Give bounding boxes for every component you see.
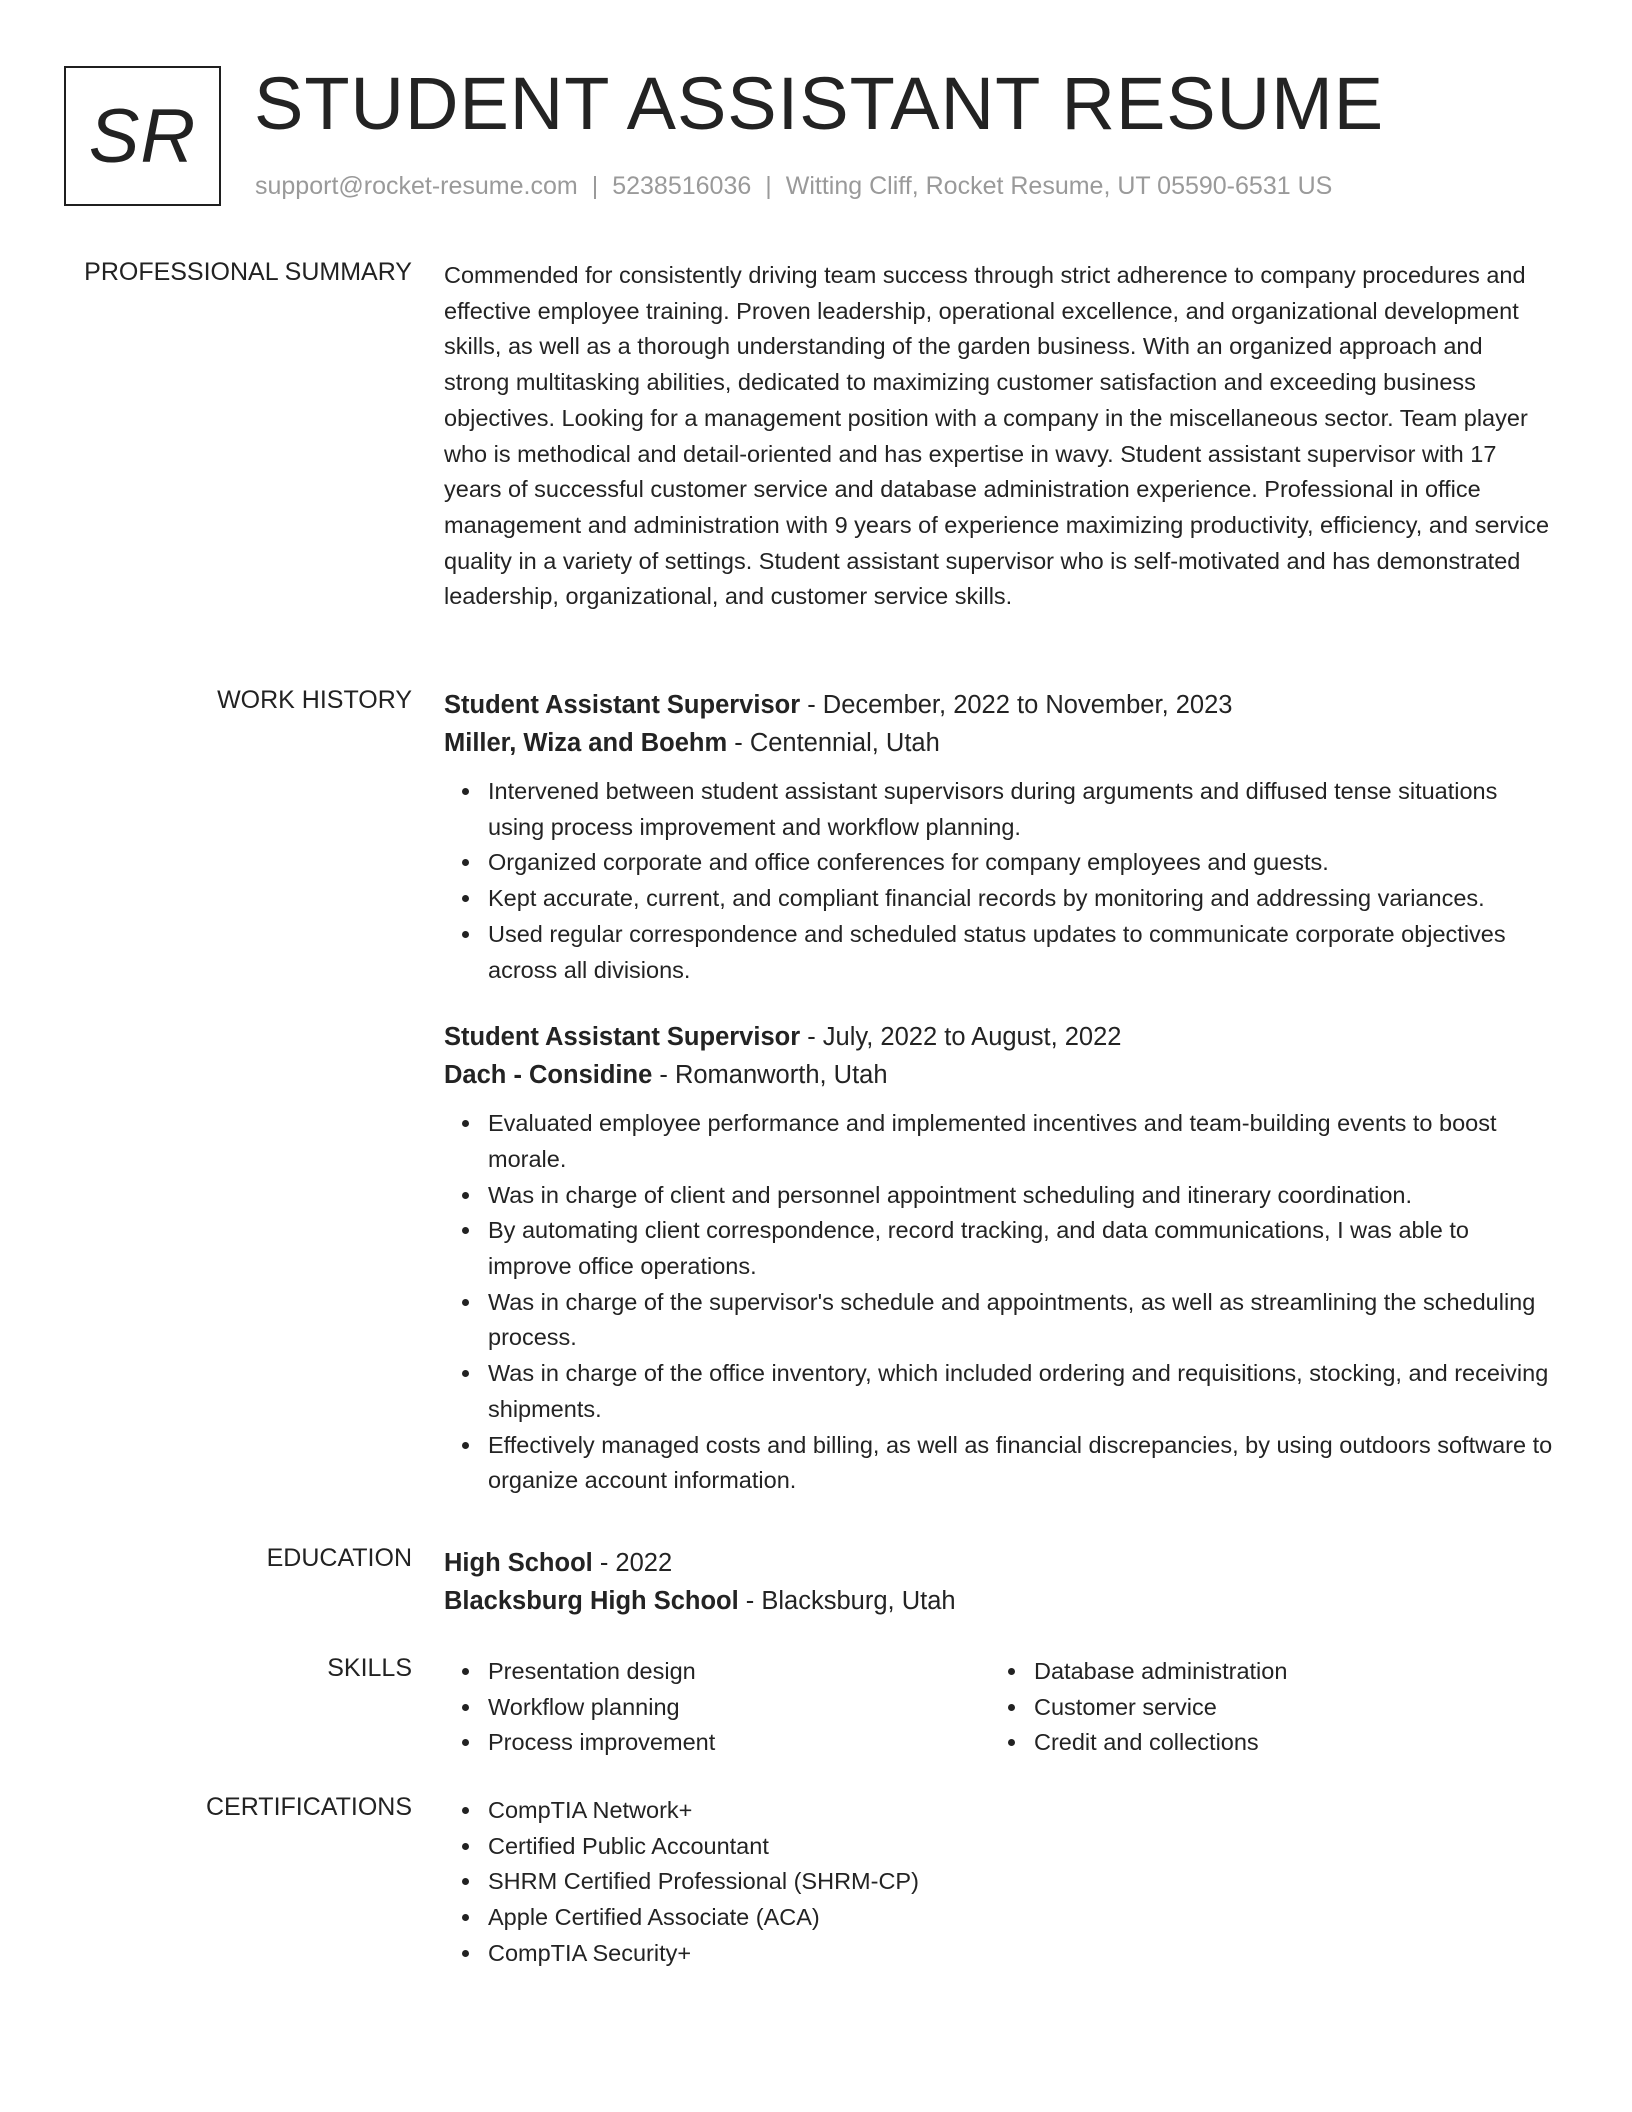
contact-phone: 5238516036 (612, 172, 752, 200)
section-label-summary: PROFESSIONAL SUMMARY (84, 258, 412, 286)
certification-item: CompTIA Security+ (488, 1936, 1554, 1972)
job-duty-item: Used regular correspondence and scheduled status updates to communicate corporate objectives across all divisions. (488, 917, 1554, 988)
job-duty-item: By automating client correspondence, record tracking, and data communications, I was able to improve office operations. (488, 1213, 1554, 1284)
job-title: Student Assistant Supervisor (444, 1023, 801, 1052)
education-degree: High School (444, 1549, 593, 1577)
certification-item: SHRM Certified Professional (SHRM-CP) (488, 1864, 1554, 1900)
section-label-education: EDUCATION (266, 1544, 412, 1572)
job-entry (444, 1018, 1554, 1499)
job-title: Student Assistant Supervisor (444, 691, 801, 719)
certification-item: Apple Certified Associate (ACA) (488, 1900, 1554, 1936)
section-label-certifications: CERTIFICATIONS (205, 1793, 412, 1821)
skill-item: Database administration (1034, 1654, 1536, 1690)
skills-grid (444, 1654, 1554, 1761)
education-school: Blacksburg High School (444, 1587, 739, 1615)
resume-header (64, 64, 1564, 214)
skills-body (444, 1654, 1554, 1761)
contact-line (255, 172, 1332, 201)
education-body (444, 1544, 1554, 1620)
resume-title: STUDENT ASSISTANT RESUME (254, 62, 1385, 145)
education-year: - 2022 (592, 1549, 673, 1577)
job-dates: - July, 2022 to August, 2022 (800, 1023, 1122, 1052)
job-location: - Centennial, Utah (727, 729, 940, 757)
job-title-line (444, 686, 1554, 724)
skill-item: Process improvement (488, 1725, 990, 1761)
certification-item: Certified Public Accountant (488, 1829, 1554, 1865)
job-duty-item: Was in charge of the office inventory, which included ordering and requisitions, stocking, and receiving shipments. (488, 1356, 1554, 1427)
skills-column-left (444, 1654, 990, 1761)
job-duties-list (444, 774, 1554, 988)
work-history-body (444, 686, 1554, 1499)
summary-body (444, 258, 1554, 615)
section-label-skills: SKILLS (327, 1654, 412, 1682)
education-degree-line (444, 1544, 1554, 1582)
job-dates: - December, 2022 to November, 2023 (800, 691, 1233, 719)
skills-list (990, 1654, 1536, 1761)
education-location: - Blacksburg, Utah (738, 1587, 956, 1615)
monogram-logo: SR (64, 66, 221, 206)
job-company: Miller, Wiza and Boehm (444, 729, 728, 757)
job-company-line (444, 1056, 1554, 1094)
skills-list (444, 1654, 990, 1761)
skill-item: Customer service (1034, 1690, 1536, 1726)
contact-separator: | (591, 172, 599, 200)
skill-item: Credit and collections (1034, 1725, 1536, 1761)
job-duty-item: Effectively managed costs and billing, as well as financial discrepancies, by using outdoors software to organize account information. (488, 1428, 1554, 1499)
job-company-line (444, 724, 1554, 762)
job-entry (444, 686, 1554, 988)
section-label-work-history: WORK HISTORY (217, 686, 412, 714)
skill-item: Workflow planning (488, 1690, 990, 1726)
job-duty-item: Organized corporate and office conferences for company employees and guests. (488, 845, 1554, 881)
contact-separator: | (765, 172, 772, 200)
job-location: - Romanworth, Utah (652, 1061, 888, 1090)
contact-email: support@rocket-resume.com (255, 172, 578, 200)
job-company: Dach - Considine (444, 1061, 653, 1090)
certification-item: CompTIA Network+ (488, 1793, 1554, 1829)
job-duty-item: Intervened between student assistant supervisors during arguments and diffused tense situations using process improvement and workflow planning. (488, 774, 1554, 845)
skill-item: Presentation design (488, 1654, 990, 1690)
education-school-line (444, 1582, 1554, 1620)
job-duty-item: Kept accurate, current, and compliant financial records by monitoring and addressing variances. (488, 881, 1554, 917)
job-duties-list (444, 1106, 1554, 1499)
certifications-list (444, 1793, 1554, 1972)
job-duty-item: Was in charge of client and personnel appointment scheduling and itinerary coordination. (488, 1178, 1554, 1214)
skills-column-right (990, 1654, 1536, 1761)
job-duty-item: Evaluated employee performance and implemented incentives and team-building events to boost morale. (488, 1106, 1554, 1177)
summary-text: Commended for consistently driving team success through strict adherence to company procedures and effective employee training. Proven leadership, operational excellence, and organizational development skills, as well as a thorough understanding of the garden business. With an organized approach and strong multitasking abilities, dedicated to maximizing customer satisfaction and exceeding business objectives. Looking for a management position with a company in the miscellaneous sector. Team player who is methodical and detail-oriented and has expertise in wavy. Student assistant supervisor with 17 years of successful customer service and database administration experience. Professional in office management and administration with 9 years of experience maximizing productivity, efficiency, and service quality in a variety of settings. Student assistant supervisor who is self-motivated and has demonstrated leadership, organizational, and customer service skills. (444, 262, 1550, 610)
job-duty-item: Was in charge of the supervisor's schedule and appointments, as well as streamlining the scheduling process. (488, 1285, 1554, 1356)
contact-address: Witting Cliff, Rocket Resume, UT 05590-6531 US (785, 172, 1333, 200)
job-title-line (444, 1018, 1554, 1056)
certifications-body (444, 1793, 1554, 1972)
